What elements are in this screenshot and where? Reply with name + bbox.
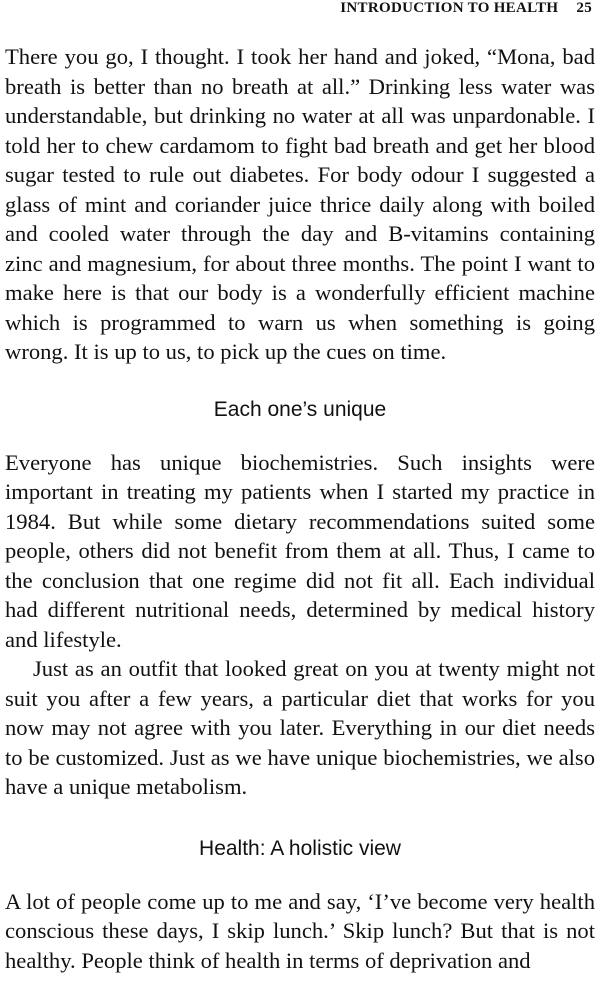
running-head	[340, 0, 592, 17]
paragraph-unique-biochemistries: Everyone has unique biochemistries. Such insights were important in treating my patients when I started my practice in 1984. But while some dietary recommendations suited some people, others did not benefit from them at all. Thus, I came to the conclusion that one regime did not fit all. Each individual had different nutritional needs, determined by medical history and lifestyle.	[5, 449, 595, 652]
running-head-title: INTRODUCTION TO HEALTH	[340, 0, 559, 16]
page-number: 25	[576, 0, 592, 16]
paragraph-outfit-analogy: Just as an outfit that looked great on you at twenty might not suit you after a few years, a particular diet that works for you now may not agree with you later. Everything in our diet needs to be customized. Just as we have unique biochemistries, we also have a unique metabolism.	[5, 656, 595, 799]
section-heading-holistic-view: Health: A holistic view	[199, 836, 401, 860]
paragraph-mona-advice: There you go, I thought. I took her hand and joked, “Mona, bad breath is better than no breath at all.” Drinking less water was understandable, but drinking no water at all was unpardonable. I told her to chew cardamom to fight bad breath and get her blood sugar tested to rule out diabetes. For body odour I suggested a glass of mint and coriander juice thrice daily along with boiled and cooled water through the day and B-vitamins containing zinc and magnesium, for about three months. The point I want to make here is that our body is a wonderfully efficient machine which is programmed to warn us when something is going wrong. It is up to us, to pick up the cues on time.	[5, 44, 595, 364]
paragraph-skip-lunch: A lot of people come up to me and say, ‘I’ve become very health conscious these days, I skip lunch.’ Skip lunch? But that is not healthy. People think of health in terms of deprivation and	[5, 888, 595, 973]
page-body	[5, 42, 595, 975]
section-heading-each-ones-unique: Each one’s unique	[213, 397, 387, 421]
